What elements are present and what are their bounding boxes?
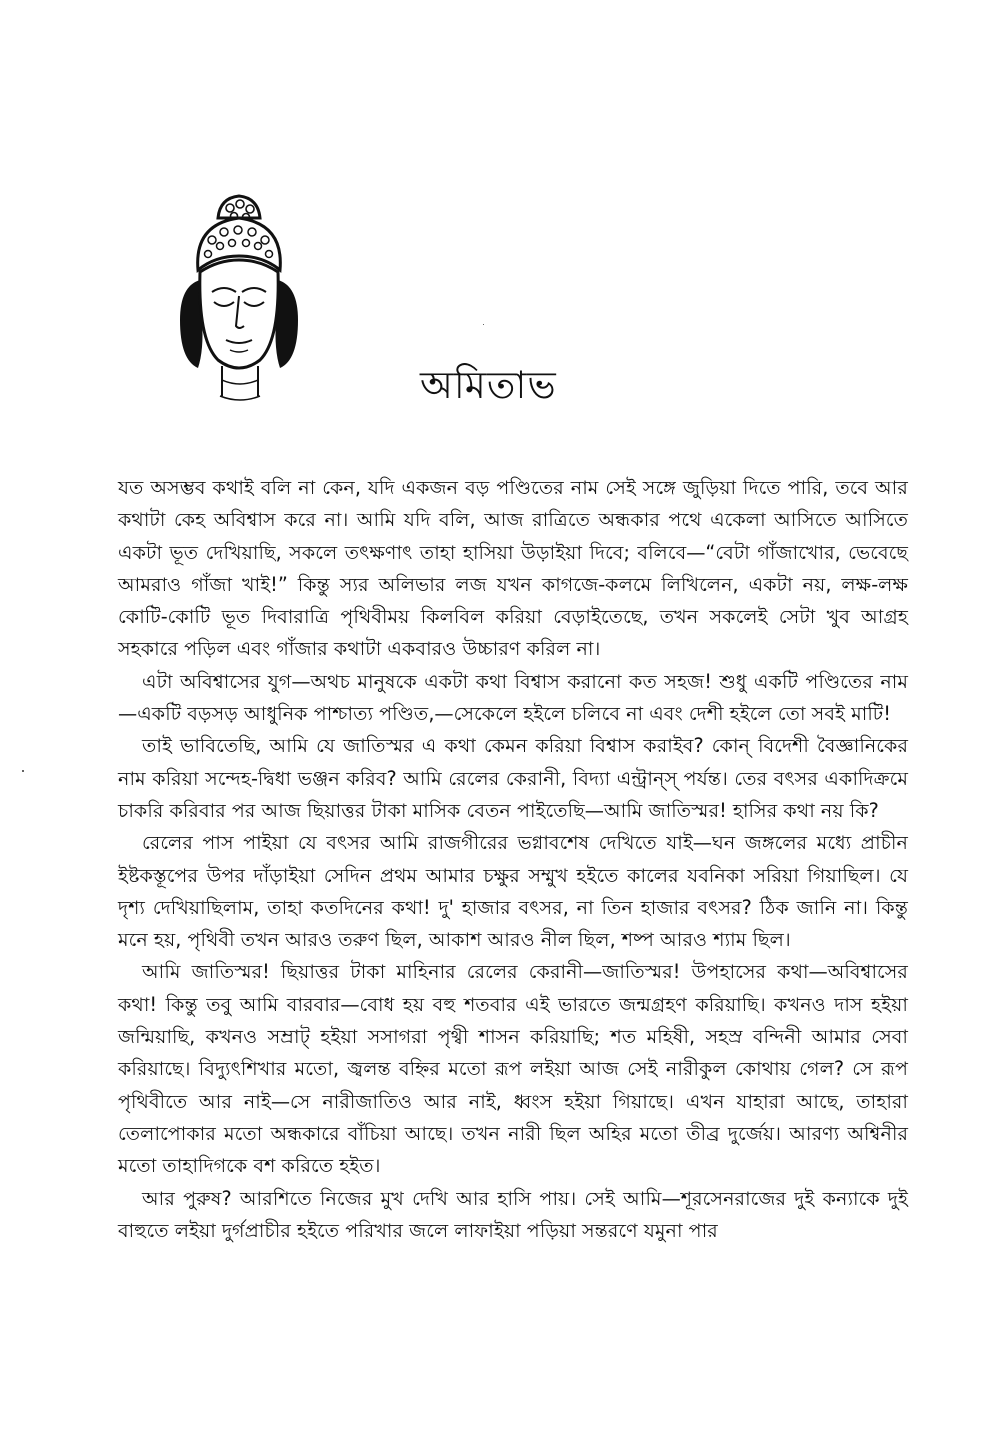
paragraph: যত অসম্ভব কথাই বলি না কেন, যদি একজন বড় পণ্ডিতের নাম সেই সঙ্গে জুড়িয়া দিতে পারি, তবে আর কথাটা কেহ অবিশ্বাস করে না। আমি যদি বলি, আজ রাত্রিতে অন্ধকার পথে একেলা আসিতে আসিতে একটা ভূত দেখিয়াছি, সকলে তৎক্ষণাৎ তাহা হাসিয়া উড়াইয়া দিবে; বলিবে—“বেটা গাঁজাখোর, ভেবেছে আমরাও গাঁজা খাই!” কিন্তু স্যর অলিভার লজ যখন কাগজে-কলমে লিখিলেন, একটা নয়, লক্ষ-লক্ষ কোটি-কোটি ভূত দিবারাত্রি পৃথিবীময় কিলবিল করিয়া বেড়াইতেছে, তখন সকলেই সেটা খুব আগ্রহ সহকারে পড়িল এবং গাঁজার কথাটা একবারও উচ্চারণ করিল না।: [118, 476, 908, 661]
paragraph: এটা অবিশ্বাসের যুগ—অথচ মানুষকে একটা কথা বিশ্বাস করানো কত সহজ! শুধু একটি পণ্ডিতের নাম—একটি বড়সড় আধুনিক পাশ্চাত্য পণ্ডিত,—সেকেলে হইলে চলিবে না এবং দেশী হইলে তো সবই মাটি!: [118, 669, 908, 726]
article-body: [118, 472, 908, 1247]
paragraph: আমি জাতিস্মর! ছিয়াত্তর টাকা মাহিনার রেলের কেরানী—জাতিস্মর! উপহাসের কথা—অবিশ্বাসের কথা! কিন্তু তবু আমি বারবার—বোধ হয় বহু শতবার এই ভারতে জন্মগ্রহণ করিয়াছি। কখনও দাস হইয়া জন্মিয়াছি, কখনও সম্রাট্ হইয়া সসাগরা পৃথ্বী শাসন করিয়াছি; শত মহিষী, সহস্র বন্দিনী আমার সেবা করিয়াছে। বিদ্যুৎশিখার মতো, জ্বলন্ত বহ্নির মতো রূপ লইয়া আজ সেই নারীকুল কোথায় গেল? সে রূপ পৃথিবীতে আর নাই—সে নারীজাতিও আর নাই, ধ্বংস হইয়া গিয়াছে। এখন যাহারা আছে, তাহারা তেলাপোকার মতো অন্ধকারে বাঁচিয়া আছে। তখন নারী ছিল অহির মতো তীব্র দুর্জেয়। আরণ্য অশ্বিনীর মতো তাহাদিগকে বশ করিতে হইত।: [118, 960, 908, 1178]
paragraph: তাই ভাবিতেছি, আমি যে জাতিস্মর এ কথা কেমন করিয়া বিশ্বাস করাইব? কোন্ বিদেশী বৈজ্ঞানিকের নাম করিয়া সন্দেহ-দ্বিধা ভঞ্জন করিব? আমি রেলের কেরানী, বিদ্যা এন্ট্রান্স্ পর্যন্ত। তের বৎসর একাদিক্রমে চাকরি করিবার পর আজ ছিয়াত্তর টাকা মাসিক বেতন পাইতেছি—আমি জাতিস্মর! হাসির কথা নয় কি?: [118, 734, 908, 822]
scan-speck: [483, 324, 484, 325]
page-title: অমিতাভ: [420, 363, 557, 407]
paragraph: রেলের পাস পাইয়া যে বৎসর আমি রাজগীরের ভগ্নাবশেষ দেখিতে যাই—ঘন জঙ্গলের মধ্যে প্রাচীন ইষ্টকস্তূপের উপর দাঁড়াইয়া সেদিন প্রথম আমার চক্ষুর সম্মুখ হইতে কালের যবনিকা সরিয়া গিয়াছিল। যে দৃশ্য দেখিয়াছিলাম, তাহা কতদিনের কথা! দু' হাজার বৎসর, না তিন হাজার বৎসর? ঠিক জানি না। কিন্তু মনে হয়, পৃথিবী তখন আরও তরুণ ছিল, আকাশ আরও নীল ছিল, শষ্প আরও শ্যাম ছিল।: [118, 831, 908, 952]
scan-speck: [22, 770, 24, 772]
paragraph: আর পুরুষ? আরশিতে নিজের মুখ দেখি আর হাসি পায়। সেই আমি—শূরসেনরাজের দুই কন্যাকে দুই বাহুতে লইয়া দুর্গপ্রাচীর হইতে পরিখার জলে লাফাইয়া পড়িয়া সন্তরণে যমুনা পার: [118, 1186, 908, 1242]
buddha-head-illustration: [168, 190, 310, 412]
